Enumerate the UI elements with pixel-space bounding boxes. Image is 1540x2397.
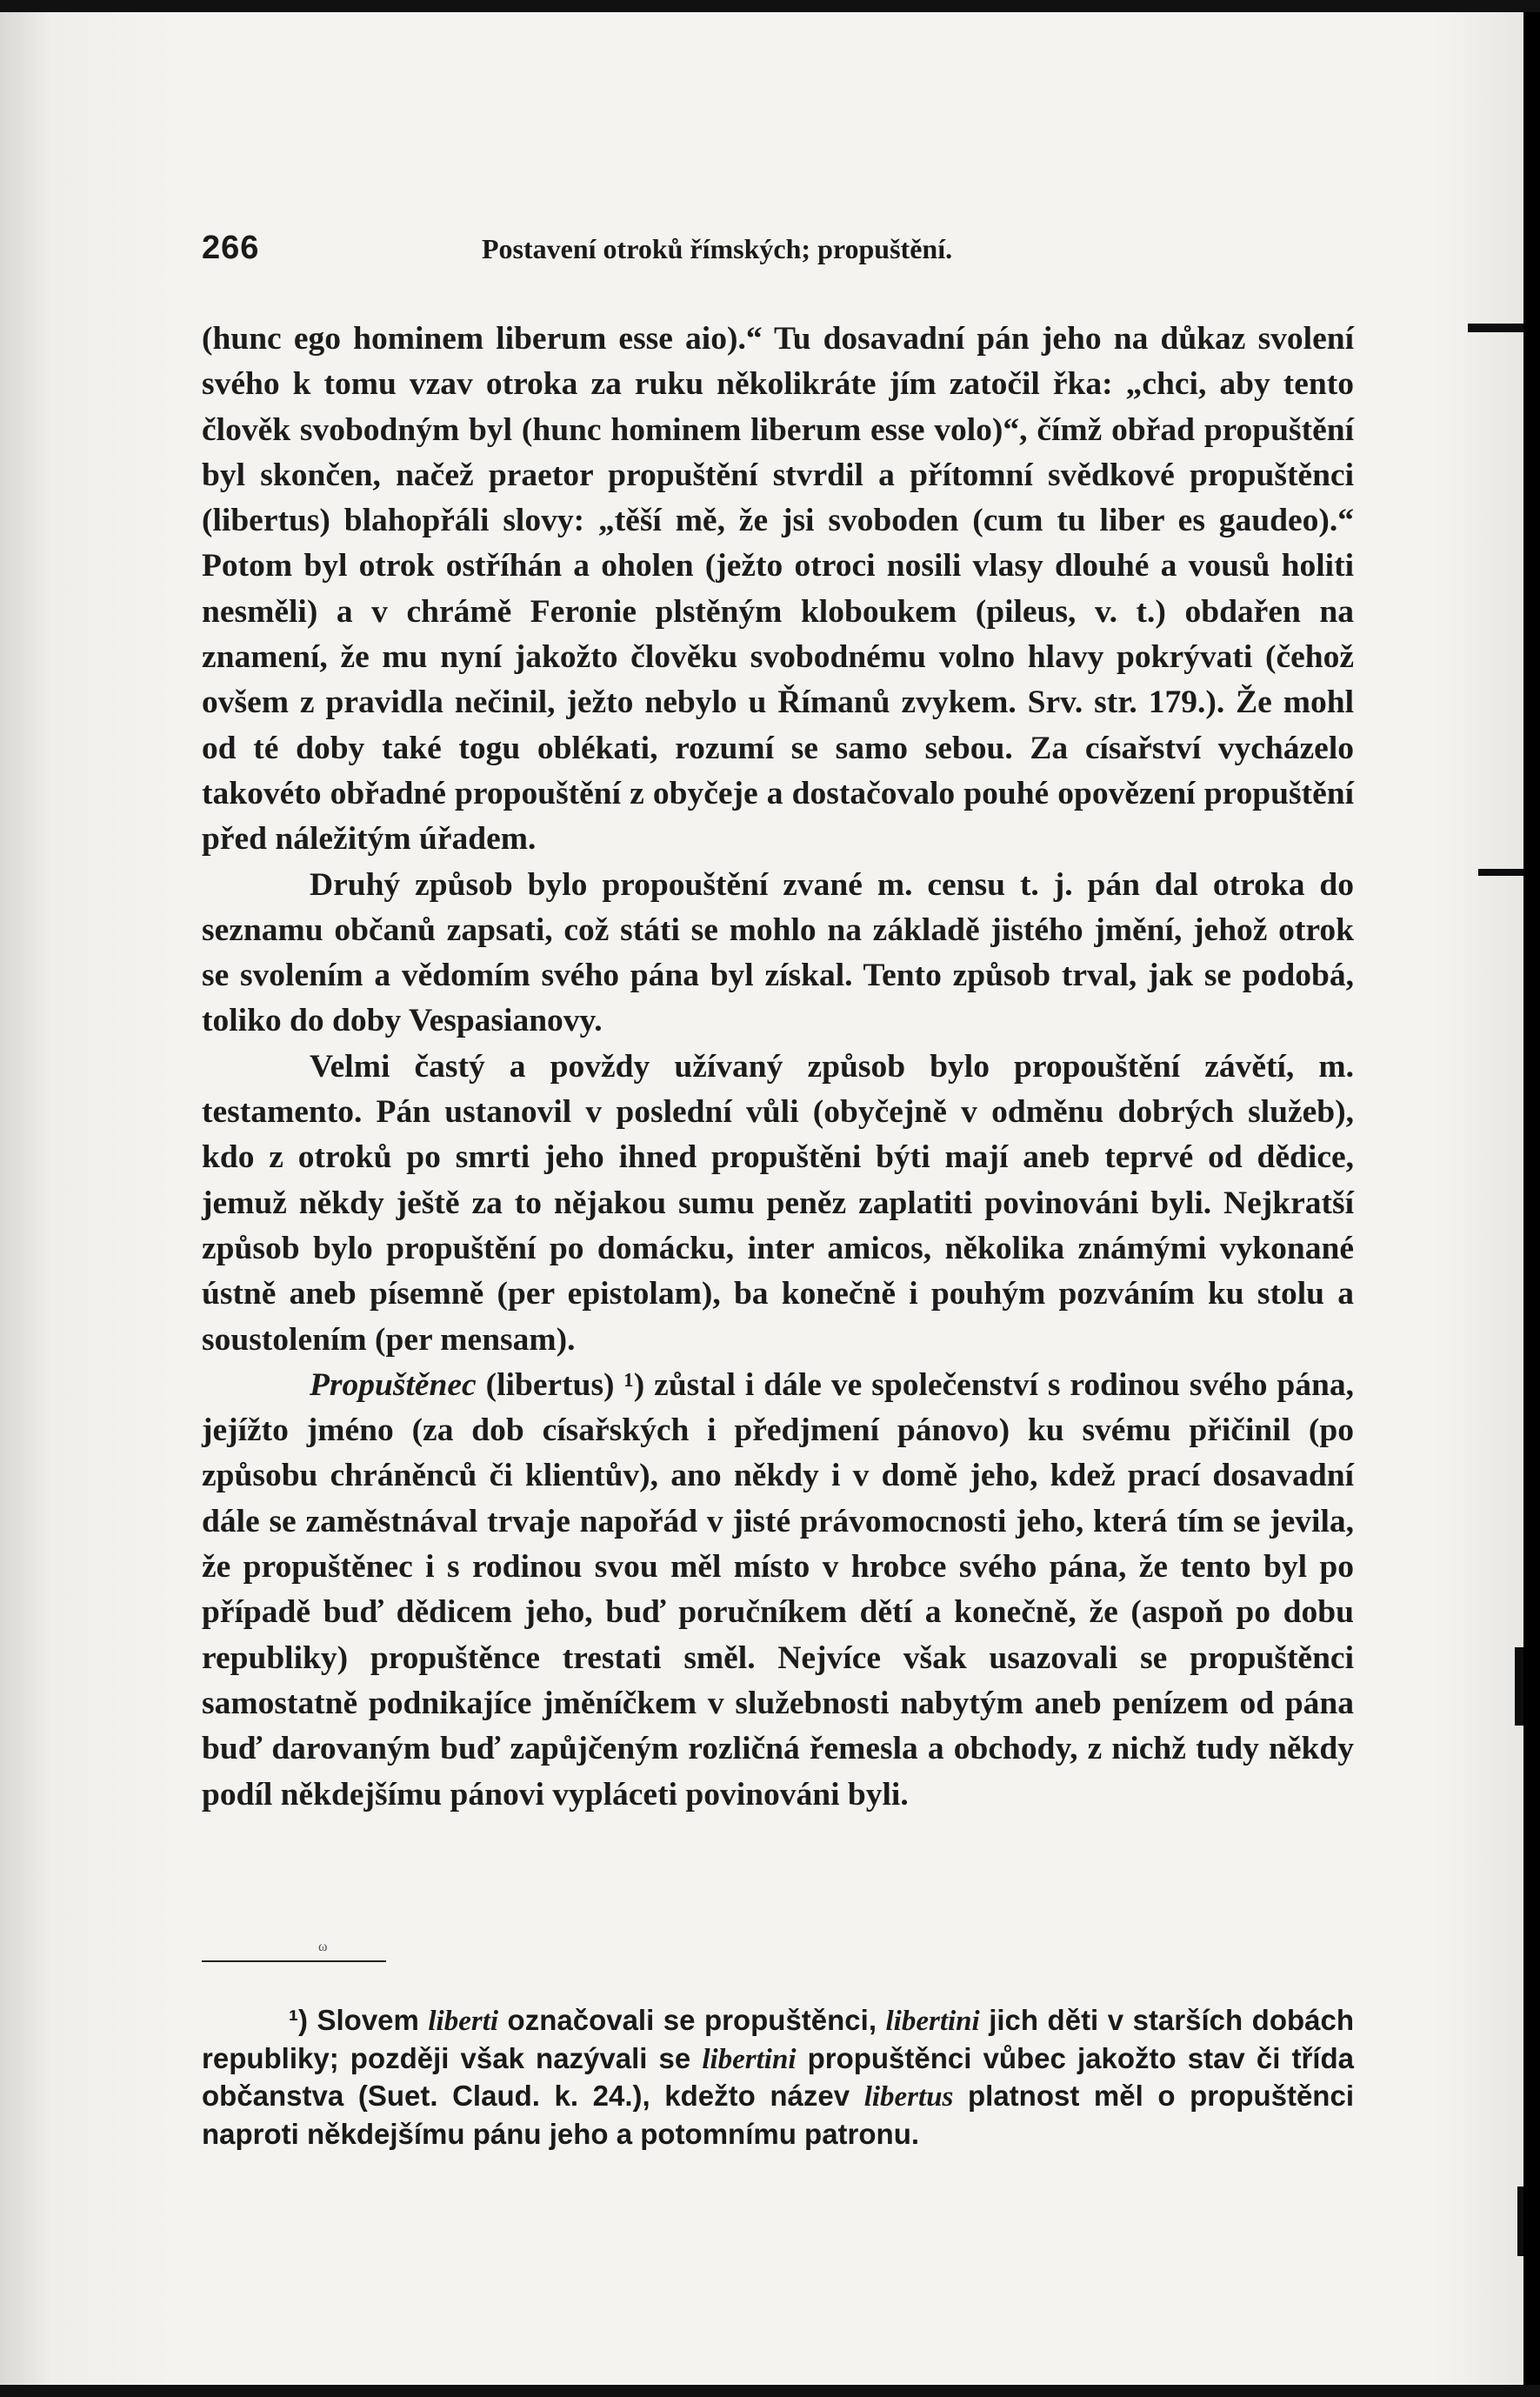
term-propustenec: Propuštěnec — [310, 1366, 477, 1403]
paragraph-4 — [202, 1363, 1354, 1818]
rule-mark: ω — [318, 1940, 328, 1954]
scan-mark — [1515, 1647, 1523, 1726]
scan-mark — [1478, 869, 1523, 876]
page-header — [202, 230, 1354, 270]
paragraph-2: Druhý způsob bylo propouštění zvané m. censu t. j. pán dal otroka do seznamu občanů zapsati, což státi se mohlo na základě jistého jmění, jehož otrok se svolením a vědomím svého pána byl získal. Tento způsob trval, jak se podobá, toliko do doby Vespasianovy. — [202, 866, 1354, 1039]
paragraph-4-text: (libertus) ¹) zůstal i dále ve společenství s rodinou svého pána, jejížto jméno (za dob císařských i předjmení pánovo) ku svému přičinil (po způsobu chráněnců či klientův), ano někdy i v domě jeho, kdež prací dosavadní dále se zaměstnával trvaje napořád v jisté právomocnosti jeho, která tím se jevila, že propuštěnec i s rodinou svou měl místo v hrobce svého pána, že tento byl po případě buď dědicem jeho, buď poručníkem dětí a konečně, že (aspoň po dobu republiky) propuštěnce trestati směl. Nejvíce však usazovali se propuštěnci samostatně podnikajíce jměníčkem v služebnosti nabytým aneb penízem od pána buď darovaným buď zapůjčeným rozličná řemesla a obchody, z nichž tudy někdy podíl někdejšímu pánovi vypláceti povinováni byli. — [202, 1366, 1354, 1813]
running-title: Postavení otroků římských; propuštění. — [482, 233, 953, 264]
term-liberti: liberti — [428, 2006, 499, 2037]
scan-mark — [1517, 2187, 1523, 2256]
term-libertini: libertini — [885, 2006, 980, 2037]
footnote-separator — [202, 1960, 386, 1962]
footnote-1: ¹) Slovem liberti označovali se propuštěnci, libertini jich děti v starších dobách republiky; později však nazývali se libertini propuštěnci vůbec jakožto stav či třída občanstva (Suet. Claud. k. 24.), kdežto název libertus platnost měl o propuštěnci naproti někdejšímu pánu jeho a potomnímu patronu. — [202, 2004, 1354, 2150]
page-scan — [0, 12, 1523, 2385]
page-number: 266 — [202, 230, 260, 266]
body-text — [202, 317, 1354, 1818]
paragraph-1: (hunc ego hominem liberum esse aio).“ Tu dosavadní pán jeho na důkaz svolení svého k tomu vzav otroka za ruku několikráte jím zatočil řka: „chci, aby tento člověk svobodným byl (hunc hominem liberum esse volo)“, čímž obřad propuštění byl skončen, načež praetor propuštění stvrdil a přítomní svědkové propuštěnci (libertus) blahopřáli slovy: „těší mě, že jsi svoboden (cum tu liber es gaudeo).“ Potom byl otrok ostříhán a oholen (ježto otroci nosili vlasy dlouhé a vousů holiti nesměli) a v chrámě Feronie plstěným kloboukem (pileus, v. t.) obdařen na znamení, že mu nyní jakožto člověku svobodnému volno hlavy pokrývati (čehož ovšem z pravidla nečinil, ježto nebylo u Římanů zvykem. Srv. str. 179.). Že mohl od té doby také togu oblékati, rozumí se samo sebou. Za císařství vycházelo takovéto obřadné propouštění z obyčeje a dostačovalo pouhé opovězení propuštění před náležitým úřadem. — [202, 321, 1354, 858]
footnotes — [202, 2002, 1354, 2153]
scan-border — [1523, 12, 1540, 2385]
scan-mark — [1468, 324, 1523, 332]
term-libertus: libertus — [863, 2081, 954, 2113]
term-libertini-2: libertini — [702, 2043, 797, 2075]
paragraph-3: Velmi častý a povždy užívaný způsob bylo propouštění závětí, m. testamento. Pán ustanovil v poslední vůli (obyčejně v odměnu dobrých služeb), kdo z otroků po smrti jeho ihned propuštěni býti mají aneb teprvé od dědice, jemuž někdy ještě za to nějakou sumu peněz zaplatiti povinováni byli. Nejkratší způsob bylo propuštění po domácku, inter amicos, několika známými vykonané ústně aneb písemně (per epistolam), ba konečně i pouhým pozváním ku stolu a soustolením (per mensam). — [202, 1048, 1354, 1358]
